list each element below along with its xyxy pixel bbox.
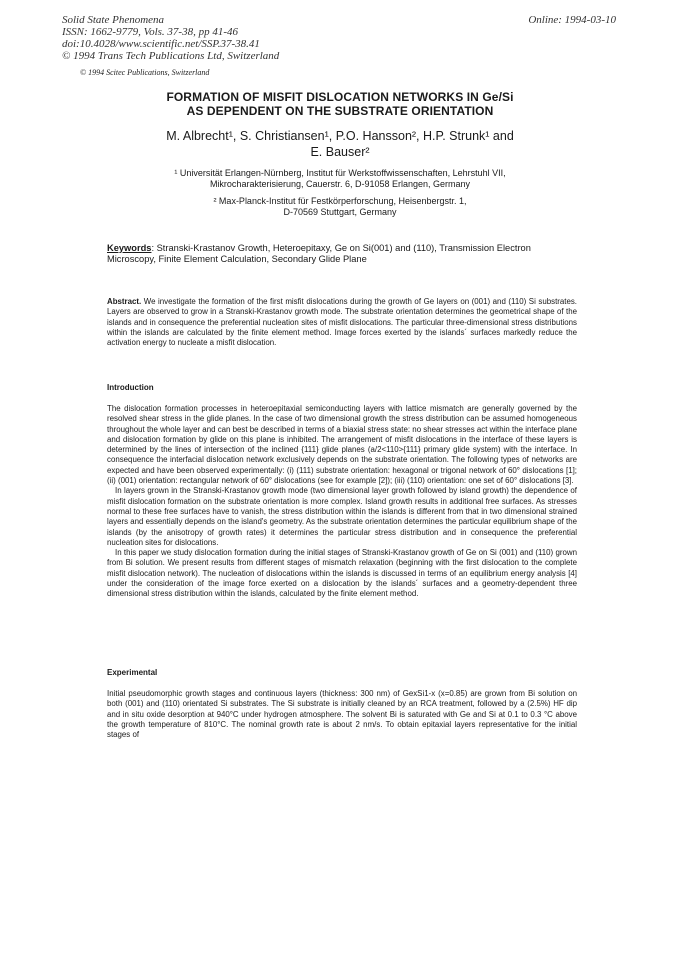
authors-line-2: E. Bauser² bbox=[310, 145, 370, 159]
affiliation-1 bbox=[100, 168, 580, 190]
keywords-block bbox=[107, 243, 577, 265]
introduction-body bbox=[107, 404, 577, 600]
publisher-line: © 1994 Scitec Publications, Switzerland bbox=[80, 68, 210, 77]
introduction-paragraph-3: In this paper we study dislocation formation during the initial stages of Stranski-Krastanov growth of Ge on Si (001) and (110) grown from Bi solution. We present results from different stages of mismatch relaxation (beginning with the first dislocation to the complete misfit dislocation network). The nucleation of dislocations within the islands is discussed in terms of an equilibrium energy analysis [4] under the consideration of the image force exerted on a dislocation by the islands´ surfaces and a geometry-dependent three dimensional stress distribution within the islands, calculated by the finite element method. bbox=[107, 548, 577, 599]
title-line-2: AS DEPENDENT ON THE SUBSTRATE ORIENTATION bbox=[186, 104, 494, 118]
copyright-line: © 1994 Trans Tech Publications Ltd, Switzerland bbox=[62, 50, 280, 62]
keywords-label: Keywords bbox=[107, 243, 152, 253]
affiliation-2 bbox=[100, 196, 580, 218]
authors-line-1: M. Albrecht¹, S. Christiansen¹, P.O. Hansson², H.P. Strunk¹ and bbox=[166, 129, 514, 143]
title-line-1: FORMATION OF MISFIT DISLOCATION NETWORKS IN Ge/Si bbox=[166, 90, 514, 104]
affiliation-1-line-2: Mikrocharakterisierung, Cauerstr. 6, D-91058 Erlangen, Germany bbox=[209, 179, 471, 189]
experimental-heading: Experimental bbox=[107, 668, 158, 677]
doi-line[interactable]: doi:10.4028/www.scientific.net/SSP.37-38.41 bbox=[62, 38, 260, 50]
abstract-label: Abstract. bbox=[107, 297, 142, 306]
paper-title bbox=[80, 90, 600, 118]
affiliation-2-line-1: ² Max-Planck-Institut für Festkörperforschung, Heisenbergstr. 1, bbox=[213, 196, 467, 206]
author-list bbox=[100, 128, 580, 160]
introduction-paragraph-2: In layers grown in the Stranski-Krastanov growth mode (two dimensional layer growth followed by island growth) the dependence of misfit dislocation formation on the substrate orientation is more complex. Island growth results in additional free surfaces. As stresses normal to these free surfaces have to vanish, the stress distribution within the islands is different from that in two dimensional strained layers and essentially depends on the island's geometry. As the substrate orientation determines the particular equilibrium shape of the islands (by the anisotropy of growth rates) it determines the particular stress distribution and in consequence the preferential nucleation sites for dislocations. bbox=[107, 486, 577, 547]
abstract-block bbox=[107, 297, 577, 348]
keywords-text: : Stranski-Krastanov Growth, Heteroepitaxy, Ge on Si(001) and (110), Transmission Electron Microscopy, Finite Element Calculation, Secondary Glide Plane bbox=[107, 243, 531, 264]
abstract-text: We investigate the formation of the first misfit dislocations during the growth of Ge layers on (001) and (110) Si substrates. Layers are observed to grow in a Stranski-Krastanov growth mode. The substrate orientation determines the geometrical shape of the islands and in consequence the preferential nucleation sites of misfit dislocations. The particular three-dimensional stress distributions within the islands are calculated by the finite element method. Image forces exerted by the islands´ surfaces markedly reduce the activation energy to nucleate a misfit dislocation. bbox=[107, 297, 577, 348]
journal-name: Solid State Phenomena bbox=[62, 14, 165, 26]
issn-line: ISSN: 1662-9779, Vols. 37-38, pp 41-46 bbox=[62, 26, 238, 38]
affiliation-2-line-2: D-70569 Stuttgart, Germany bbox=[283, 207, 397, 217]
introduction-paragraph-1: The dislocation formation processes in heteroepitaxial semiconducting layers with lattice mismatch are generally governed by the resolved shear stress in the glide planes. In the case of two dimensional growth the stress distribution can be assumed homogeneous throughout the whole layer and can best be described in terms of a biaxial stress state: no shear stresses act within the interface plane and dislocation formation by glide on this plane is inhibited. The arrangement of misfit dislocations in the interface of these layers is determined by the lines of intersection of the inclined {111} glide planes (a/2<110>{111} primary glide system) with the interface. In consequence the interfacial dislocation network exclusively depends on the substrate orientation. The following types of networks are expected and have been observed experimentally: (i) (111) substrate orientation: hexagonal or trigonal network of 60° dislocations [1]; (ii) (001) orientation: rectangular network of 60° dislocations (see for example [2]); (iii) (110) orientation: one set of 60° dislocations [3]. bbox=[107, 404, 577, 486]
online-date: Online: 1994-03-10 bbox=[528, 14, 616, 26]
experimental-paragraph-1: Initial pseudomorphic growth stages and continuous layers (thickness: 300 nm) of GexSi1-x (x=0.85) are grown from Bi solution on both (001) and (110) orientated Si substrates. The Si substrate is initially cleaned by an RCA treatment, followed by a (2.5%) HF dip and in situ oxide desorption at 940°C under hydrogen atmosphere. The solvent Bi is saturated with Ge and Si at 0.1 to 0.3 °C above the growth temperature of 810°C. The nominal growth rate is about 2 nm/s. To obtain epitaxial layers representative for the initial stages of bbox=[107, 689, 577, 740]
affiliation-1-line-1: ¹ Universität Erlangen-Nürnberg, Institut für Werkstoffwissenschaften, Lehrstuhl VII, bbox=[174, 168, 506, 178]
introduction-heading: Introduction bbox=[107, 383, 154, 392]
experimental-body bbox=[107, 689, 577, 740]
